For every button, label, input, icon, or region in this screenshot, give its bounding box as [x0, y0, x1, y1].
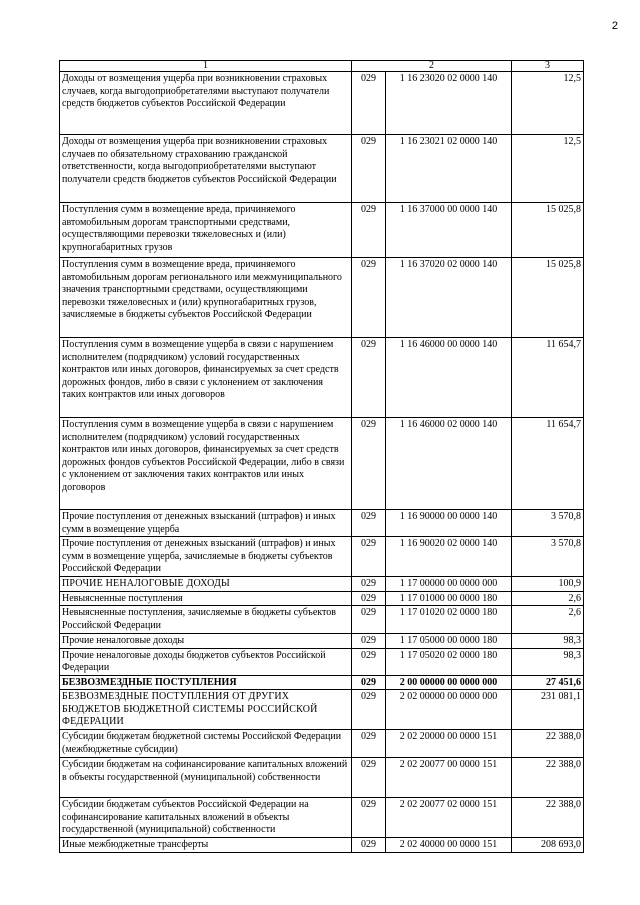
table-row: [60, 135, 584, 203]
row-amount: 2,6: [512, 591, 584, 606]
table-row: [60, 537, 584, 577]
row-kbk-code: 1 16 37020 02 0000 140: [386, 258, 512, 338]
row-kbk-code: 2 02 20077 02 0000 151: [386, 798, 512, 838]
row-kbk-code: 2 02 40000 00 0000 151: [386, 838, 512, 853]
row-name: Доходы от возмещения ущерба при возникновении страховых случаев по обязательному страхованию гражданской ответственности, когда выгодоприобретателями выступают получатели средств бюджетов субъектов Российской Федерации: [60, 135, 352, 203]
table-row: [60, 72, 584, 135]
table-row: [60, 203, 584, 258]
row-admin-code: 029: [352, 135, 386, 203]
row-admin-code: 029: [352, 72, 386, 135]
revenue-table: [59, 60, 584, 853]
row-name: ПРОЧИЕ НЕНАЛОГОВЫЕ ДОХОДЫ: [60, 577, 352, 592]
row-kbk-code: 1 17 05000 00 0000 180: [386, 634, 512, 649]
table-row: [60, 606, 584, 634]
row-amount: 27 451,6: [512, 675, 584, 690]
row-admin-code: 029: [352, 591, 386, 606]
row-name: БЕЗВОЗМЕЗДНЫЕ ПОСТУПЛЕНИЯ: [60, 675, 352, 690]
row-name: Прочие неналоговые доходы бюджетов субъектов Российской Федерации: [60, 648, 352, 675]
row-amount: 22 388,0: [512, 758, 584, 798]
row-amount: 22 388,0: [512, 798, 584, 838]
row-kbk-code: 2 00 00000 00 0000 000: [386, 675, 512, 690]
table-row: [60, 418, 584, 510]
header-col-1: 1: [60, 61, 352, 72]
table-row: [60, 648, 584, 675]
row-amount: 231 081,1: [512, 690, 584, 730]
table-row: [60, 758, 584, 798]
row-name: Прочие поступления от денежных взысканий (штрафов) и иных сумм в возмещение ущерба, зачисляемые в бюджеты субъектов Российской Федерации: [60, 537, 352, 577]
row-amount: 3 570,8: [512, 510, 584, 537]
row-name: Невыясненные поступления, зачисляемые в бюджеты субъектов Российской Федерации: [60, 606, 352, 634]
row-kbk-code: 1 16 90020 02 0000 140: [386, 537, 512, 577]
row-kbk-code: 1 17 01000 00 0000 180: [386, 591, 512, 606]
row-admin-code: 029: [352, 690, 386, 730]
row-kbk-code: 1 16 46000 02 0000 140: [386, 418, 512, 510]
header-col-2: 2: [352, 61, 512, 72]
row-name: Поступления сумм в возмещение ущерба в связи с нарушением исполнителем (подрядчиком) условий государственных контрактов или иных договоров, финансируемых за счет средств дорожных фондов, либо в связи с уклонением от заключения таких контрактов или иных договоров: [60, 338, 352, 418]
row-amount: 22 388,0: [512, 730, 584, 758]
row-name: Прочие неналоговые доходы: [60, 634, 352, 649]
row-name: Иные межбюджетные трансферты: [60, 838, 352, 853]
row-kbk-code: 1 17 00000 00 0000 000: [386, 577, 512, 592]
row-admin-code: 029: [352, 798, 386, 838]
row-name: Невыясненные поступления: [60, 591, 352, 606]
table-row: [60, 675, 584, 690]
table-row: [60, 798, 584, 838]
table-row: [60, 838, 584, 853]
row-admin-code: 029: [352, 730, 386, 758]
row-name: Субсидии бюджетам бюджетной системы Российской Федерации (межбюджетные субсидии): [60, 730, 352, 758]
row-admin-code: 029: [352, 648, 386, 675]
row-amount: 98,3: [512, 634, 584, 649]
row-kbk-code: 2 02 00000 00 0000 000: [386, 690, 512, 730]
row-admin-code: 029: [352, 838, 386, 853]
row-admin-code: 029: [352, 258, 386, 338]
row-amount: 12,5: [512, 72, 584, 135]
row-amount: 15 025,8: [512, 258, 584, 338]
row-amount: 15 025,8: [512, 203, 584, 258]
table-row: [60, 338, 584, 418]
row-amount: 12,5: [512, 135, 584, 203]
row-amount: 3 570,8: [512, 537, 584, 577]
row-amount: 11 654,7: [512, 338, 584, 418]
row-amount: 98,3: [512, 648, 584, 675]
row-name: Субсидии бюджетам субъектов Российской Федерации на софинансирование капитальных вложений в объекты государственной (муниципальной) собственности: [60, 798, 352, 838]
table-row: [60, 258, 584, 338]
table-row: [60, 510, 584, 537]
row-admin-code: 029: [352, 203, 386, 258]
row-name: Поступления сумм в возмещение ущерба в связи с нарушением исполнителем (подрядчиком) условий государственных контрактов или иных договоров, финансируемых за счет средств дорожных фондов субъектов Российской Федерации, либо в связи с уклонением от заключения таких контрактов или иных договоров: [60, 418, 352, 510]
row-name: Субсидии бюджетам на софинансирование капитальных вложений в объекты государственной (муниципальной) собственности: [60, 758, 352, 798]
header-col-3: 3: [512, 61, 584, 72]
table-row: [60, 591, 584, 606]
row-kbk-code: 1 16 23020 02 0000 140: [386, 72, 512, 135]
row-name: БЕЗВОЗМЕЗДНЫЕ ПОСТУПЛЕНИЯ ОТ ДРУГИХ БЮДЖЕТОВ БЮДЖЕТНОЙ СИСТЕМЫ РОССИЙСКОЙ ФЕДЕРАЦИИ: [60, 690, 352, 730]
row-kbk-code: 2 02 20000 00 0000 151: [386, 730, 512, 758]
row-admin-code: 029: [352, 634, 386, 649]
row-admin-code: 029: [352, 758, 386, 798]
row-kbk-code: 2 02 20077 00 0000 151: [386, 758, 512, 798]
row-kbk-code: 1 16 37000 00 0000 140: [386, 203, 512, 258]
row-amount: 11 654,7: [512, 418, 584, 510]
row-name: Поступления сумм в возмещение вреда, причиняемого автомобильным дорогам регионального или межмуниципального значения транспортными средствами, осуществляющими перевозки тяжеловесных и (или) крупногабаритных грузов, зачисляемые в бюджеты субъектов Российской Федерации: [60, 258, 352, 338]
row-admin-code: 029: [352, 510, 386, 537]
table-row: [60, 690, 584, 730]
row-kbk-code: 1 16 23021 02 0000 140: [386, 135, 512, 203]
row-kbk-code: 1 16 46000 00 0000 140: [386, 338, 512, 418]
row-amount: 100,9: [512, 577, 584, 592]
row-admin-code: 029: [352, 418, 386, 510]
row-name: Доходы от возмещения ущерба при возникновении страховых случаев, когда выгодоприобретателями выступают получатели средств бюджетов субъектов Российской Федерации: [60, 72, 352, 135]
row-admin-code: 029: [352, 675, 386, 690]
row-amount: 2,6: [512, 606, 584, 634]
row-admin-code: 029: [352, 537, 386, 577]
page-number: 2: [611, 20, 618, 32]
row-admin-code: 029: [352, 606, 386, 634]
table-row: [60, 577, 584, 592]
row-kbk-code: 1 17 05020 02 0000 180: [386, 648, 512, 675]
row-kbk-code: 1 17 01020 02 0000 180: [386, 606, 512, 634]
table-row: [60, 730, 584, 758]
row-name: Поступления сумм в возмещение вреда, причиняемого автомобильным дорогам транспортными средствами, осуществляющими перевозки тяжеловесных и (или) крупногабаритных грузов: [60, 203, 352, 258]
row-amount: 208 693,0: [512, 838, 584, 853]
header-row: [60, 61, 584, 72]
table-row: [60, 634, 584, 649]
row-kbk-code: 1 16 90000 00 0000 140: [386, 510, 512, 537]
row-admin-code: 029: [352, 338, 386, 418]
row-admin-code: 029: [352, 577, 386, 592]
row-name: Прочие поступления от денежных взысканий (штрафов) и иных сумм в возмещение ущерба: [60, 510, 352, 537]
